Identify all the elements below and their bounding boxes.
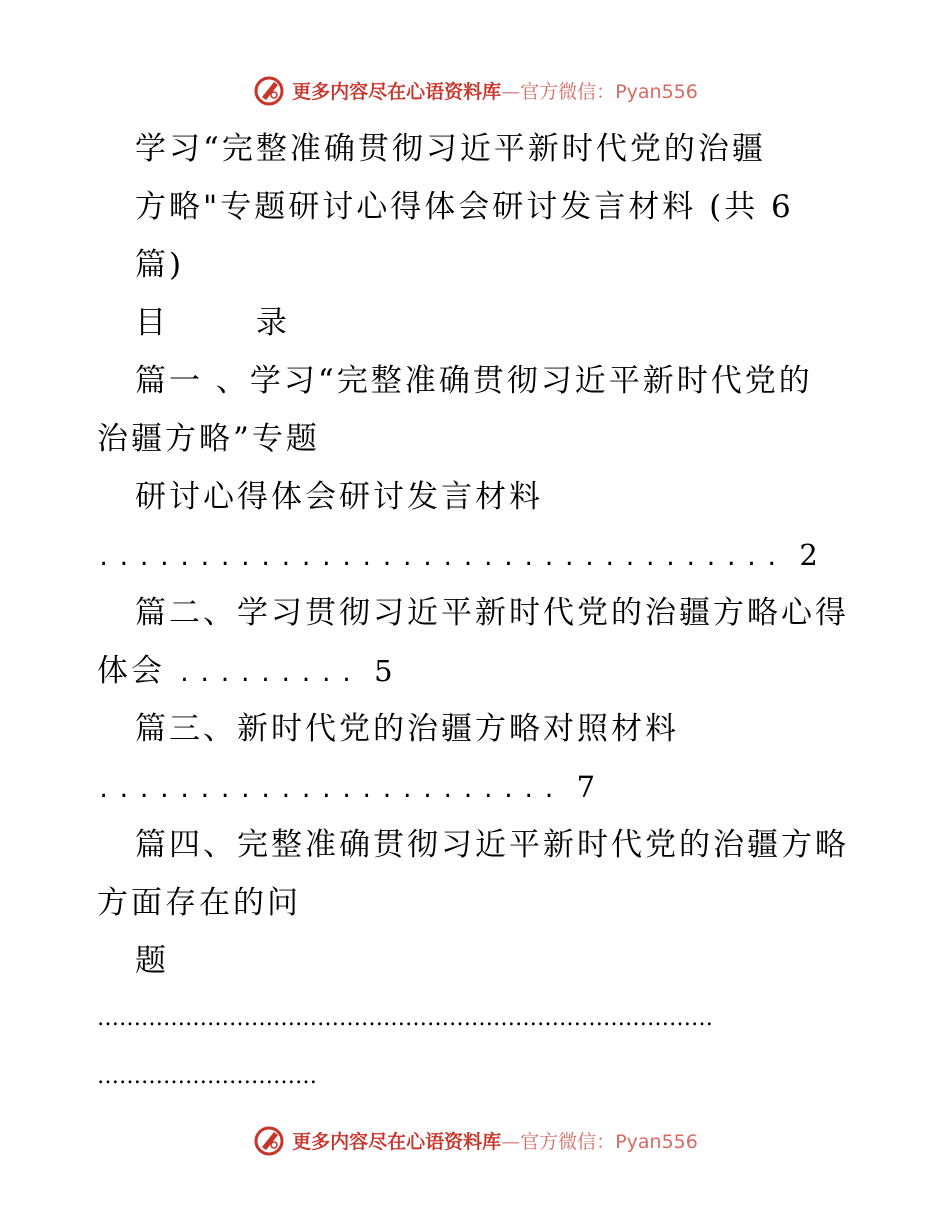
- toc-entry-1-line-1: 篇一 、学习“完整准确贯彻习近平新时代党的: [135, 363, 813, 399]
- banner-main-text: 更多内容尽在心语资料库: [292, 80, 502, 103]
- toc-entry-1-leader: [97, 526, 857, 584]
- toc-entry-2-text: 体会: [97, 653, 165, 689]
- footer-watermark-banner: [0, 1120, 950, 1160]
- banner-text: [292, 77, 698, 104]
- document-title-line-2: 方略"专题研讨心得体会研讨发言材料 (共 6: [135, 189, 794, 225]
- toc-entry-3-leader: [97, 758, 857, 816]
- toc-entry-2-line-1: 篇二、学习贯彻习近平新时代党的治疆方略心得: [135, 595, 849, 631]
- toc-dot-leader: .......................: [97, 778, 563, 803]
- toc-entry-1-line-3: 研讨心得体会研讨发言材料: [135, 479, 543, 515]
- banner-main-text: 更多内容尽在心语资料库: [292, 1130, 502, 1153]
- banner-wechat-id: Pyan556: [615, 1130, 698, 1153]
- pen-circle-logo-icon: [252, 1123, 286, 1157]
- toc-page-number: 7: [576, 770, 599, 804]
- toc-entry-4-line-3: 题: [135, 943, 169, 979]
- toc-page-number: 2: [799, 538, 821, 572]
- toc-entry-3-line-1: 篇三、新时代党的治疆方略对照材料: [135, 711, 679, 747]
- toc-dot-leader: .........: [177, 662, 361, 687]
- banner-wechat-label: 官方微信：: [520, 1130, 616, 1153]
- toc-page-number: 5: [374, 654, 396, 688]
- toc-entry-4-line-2: 方面存在的问: [97, 885, 301, 921]
- header-watermark-banner: [0, 70, 950, 110]
- pen-circle-logo-icon: [252, 73, 286, 107]
- toc-entry-4-line-1: 篇四、完整准确贯彻习近平新时代党的治疆方略: [135, 827, 849, 863]
- banner-text: [292, 1127, 698, 1154]
- banner-wechat-label: 官方微信：: [520, 80, 616, 103]
- toc-heading: 目 录: [135, 305, 327, 341]
- document-body: [97, 120, 857, 1106]
- banner-wechat-id: Pyan556: [615, 80, 698, 103]
- document-title-line-1: 学习“完整准确贯彻习近平新时代党的治疆: [135, 131, 766, 167]
- banner-separator: —: [501, 80, 521, 103]
- banner-separator: —: [501, 1130, 521, 1153]
- document-title-line-3: 篇): [135, 247, 185, 283]
- toc-entry-2-line-2: [97, 642, 857, 700]
- toc-entry-4-ellipsis-1: …………………………………………………………………………: [97, 1006, 713, 1031]
- toc-entry-4-ellipsis-2: …………………………: [97, 1064, 317, 1089]
- toc-dot-leader: ..................................: [97, 546, 786, 571]
- toc-entry-1-line-2: 治疆方略”专题: [97, 421, 320, 457]
